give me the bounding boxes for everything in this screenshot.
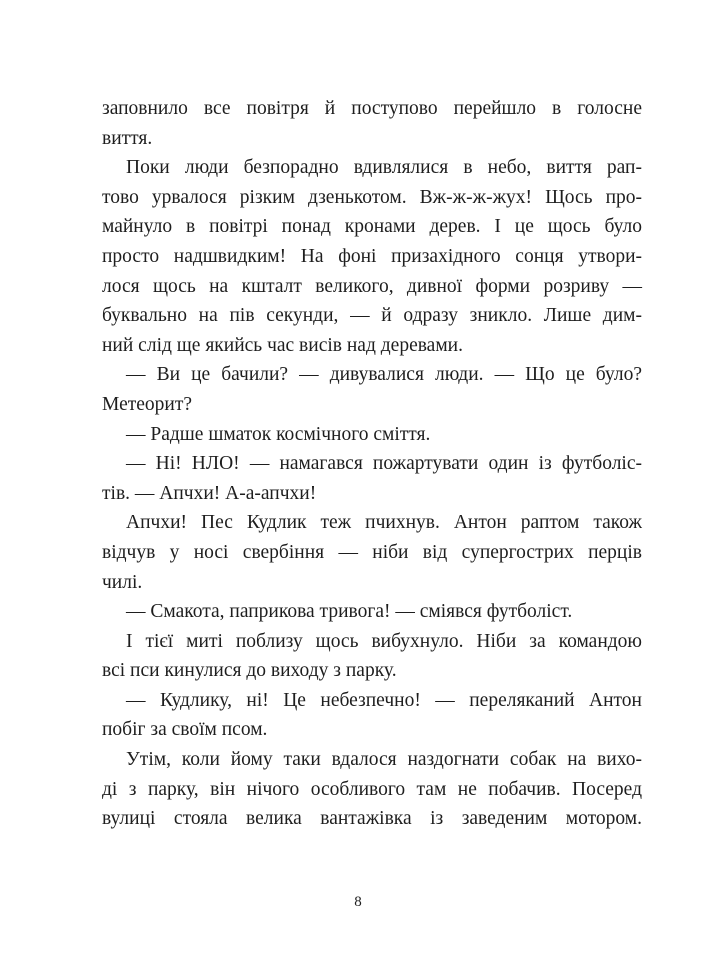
text-line: чилі. (102, 571, 143, 593)
text-line: всі пси кинулися до виходу з парку. (102, 660, 397, 682)
text-line: Поки люди безпорадно вдивлялися в небо, виття рап- (126, 157, 642, 179)
text-line: тово урвалося різким дзенькотом. Вж-ж-ж-жух! Щось про- (102, 186, 642, 208)
text-line: майнуло в повітрі понад кронами дерев. І це щось було (102, 216, 642, 238)
text-line: буквально на пів секунди, — й одразу зникло. Лише дим- (102, 305, 642, 327)
text-line: — Радше шматок космічного сміття. (126, 423, 431, 445)
text-line: — Ви це бачили? — дивувалися люди. — Що це було? (126, 364, 642, 386)
text-line: ді з парку, він нічого особливого там не побачив. Посеред (102, 778, 642, 800)
text-line: Утім, коли йому таки вдалося наздогнати собак на вихо- (126, 749, 642, 771)
text-line: просто надшвидким! На фоні призахідного сонця утвори- (102, 245, 642, 267)
text-line: І тієї миті поблизу щось вибухнуло. Ніби за командою (126, 630, 642, 652)
text-line: заповнило все повітря й поступово перейшло в голосне (102, 98, 642, 119)
text-line: Апчхи! Пес Кудлик теж пчихнув. Антон раптом також (126, 512, 642, 534)
text-line: ний слід ще якийсь час висів над деревами. (102, 334, 463, 356)
text-line: побіг за своїм псом. (102, 719, 268, 741)
text-line: вулиці стояла велика вантажівка із заведеним мотором. (102, 808, 642, 830)
page-number: 8 (354, 894, 362, 910)
text-line: лося щось на кшталт великого, дивної форми розриву — (102, 275, 642, 297)
text-line: Метеорит? (102, 393, 193, 415)
text-line: — Ні! НЛО! — намагався пожартувати один із футболіс- (126, 453, 642, 475)
text-line: тів. — Апчхи! А-а-апчхи! (102, 482, 317, 504)
body-text (102, 94, 642, 834)
text-line: — Кудлику, ні! Це небезпечно! — переляканий Антон (126, 689, 642, 711)
text-line: виття. (102, 127, 153, 149)
text-line: — Смакота, паприкова тривога! — сміявся футболіст. (126, 601, 573, 623)
text-line: відчув у носі свербіння — ніби від супергострих перців (102, 541, 642, 563)
